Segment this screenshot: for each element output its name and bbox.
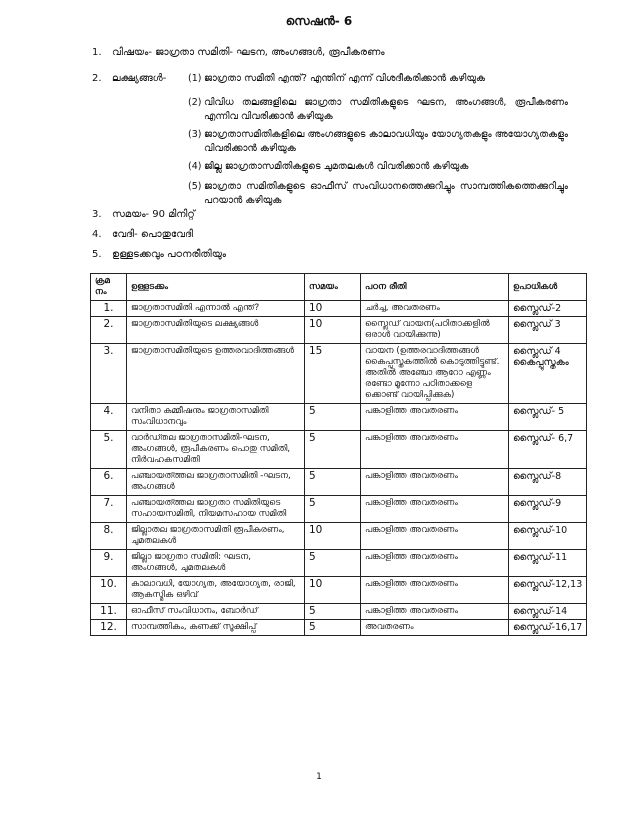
table-row bbox=[91, 404, 587, 431]
row-serial: 9. bbox=[91, 550, 127, 577]
row-time: 10 bbox=[305, 523, 361, 550]
table-row bbox=[91, 469, 587, 496]
objective-number: (1) bbox=[188, 73, 202, 84]
row-serial: 10. bbox=[91, 577, 127, 604]
row-content: ജാഗ്രതാസമിതിയുടെ ഉത്തരവാദിത്തങ്ങൾ bbox=[127, 344, 305, 404]
row-time: 10 bbox=[305, 577, 361, 604]
objective-number: (4) bbox=[188, 161, 202, 172]
row-resource: സ്ലൈഡ്-8 bbox=[509, 469, 587, 496]
item-number: 1. bbox=[92, 47, 102, 58]
row-serial: 2. bbox=[91, 317, 127, 344]
row-method: പങ്കാളിത്ത അവതരണം bbox=[361, 469, 509, 496]
row-content: ജില്ലാതല ജാഗ്രതാസമിതി രൂപീകരണം, ചുമതലകൾ bbox=[127, 523, 305, 550]
item-text: ലക്ഷ്യങ്ങൾ- bbox=[112, 73, 167, 84]
objective-text: വിവിധ തലങ്ങളിലെ ജാഗ്രതാ സമിതികളുടെ ഘടന, അംഗങ്ങൾ, രൂപീകരണം എന്നിവ വിവരിക്കാൻ കഴിയുക bbox=[204, 97, 568, 122]
row-serial: 4. bbox=[91, 404, 127, 431]
item-number: 3. bbox=[92, 209, 102, 220]
row-content: കാലാവധി, യോഗ്യത, അയോഗ്യത, രാജി, ആകസ്മിക ഒഴിവ് bbox=[127, 577, 305, 604]
row-serial: 12. bbox=[91, 620, 127, 636]
table-row bbox=[91, 344, 587, 404]
item-content-method bbox=[92, 248, 226, 262]
row-serial: 7. bbox=[91, 496, 127, 523]
objective-4 bbox=[188, 160, 568, 174]
row-content: വനിതാ കമ്മീഷനും ജാഗ്രതാസമിതി സംവിധാനവും bbox=[127, 404, 305, 431]
item-number: 4. bbox=[92, 229, 102, 240]
row-method: പങ്കാളിത്ത അവതരണം bbox=[361, 604, 509, 620]
objective-text: ജാഗ്രതാസമിതികളിലെ അംഗങ്ങളുടെ കാലാവധിയും യോഗ്യതകളും അയോഗ്യതകളും വിവരിക്കാൻ കഴിയുക bbox=[204, 129, 568, 154]
table-row bbox=[91, 301, 587, 317]
row-resource: സ്ലൈഡ്-14 bbox=[509, 604, 587, 620]
row-resource: സ്ലൈഡ്-9 bbox=[509, 496, 587, 523]
row-serial: 6. bbox=[91, 469, 127, 496]
row-time: 5 bbox=[305, 496, 361, 523]
table-row bbox=[91, 431, 587, 469]
row-content: ജാഗ്രതാസമിതി എന്നാൽ എന്ത്? bbox=[127, 301, 305, 317]
row-content: ജാഗ്രതാസമിതിയുടെ ലക്ഷ്യങ്ങൾ bbox=[127, 317, 305, 344]
header-serial: ക്രമ നം bbox=[91, 274, 127, 301]
row-method: പങ്കാളിത്ത അവതരണം bbox=[361, 550, 509, 577]
objective-number: (3) bbox=[188, 129, 202, 140]
header-method: പഠന രീതി bbox=[361, 274, 509, 301]
row-time: 15 bbox=[305, 344, 361, 404]
item-number: 5. bbox=[92, 249, 102, 260]
item-objectives bbox=[92, 72, 166, 86]
row-resource: സ്ലൈഡ്-10 bbox=[509, 523, 587, 550]
row-serial: 11. bbox=[91, 604, 127, 620]
row-content: ജില്ലാ ജാഗ്രതാ സമിതി: ഘടന, അംഗങ്ങൾ, ചുമതലകൾ bbox=[127, 550, 305, 577]
objective-text: ജാഗ്രതാ സമിതികളുടെ ഓഫീസ് സംവിധാനത്തെക്കുറിച്ചും സാമ്പത്തികത്തെക്കുറിച്ചും പറയാൻ കഴിയുക bbox=[204, 181, 568, 206]
row-method: വായന (ഉത്തരവാദിത്തങ്ങൾ കൈപ്പുസ്തകത്തിൽ കൊടുത്തിട്ടുണ്ട്. അതിൽ അഞ്ചോ ആറോ എണ്ണം രണ്ടോ മൂന്നോ പഠിതാക്കളെ ക്കൊണ്ട് വായിപ്പിക്കുക) bbox=[361, 344, 509, 404]
table-row bbox=[91, 620, 587, 636]
session-schedule-table bbox=[90, 273, 587, 636]
header-content: ഉള്ളടക്കം bbox=[127, 274, 305, 301]
item-duration bbox=[92, 208, 195, 222]
row-time: 5 bbox=[305, 620, 361, 636]
row-resource: സ്ലൈഡ് 4 കൈപ്പുസ്തകം bbox=[509, 344, 587, 404]
item-text: സമയം- 90 മിനിറ്റ് bbox=[112, 209, 195, 220]
table-header-row bbox=[91, 274, 587, 301]
item-text: ഉള്ളടക്കവും പഠനരീതിയും bbox=[112, 249, 227, 260]
row-time: 5 bbox=[305, 404, 361, 431]
row-time: 5 bbox=[305, 604, 361, 620]
row-method: പങ്കാളിത്ത അവതരണം bbox=[361, 431, 509, 469]
row-content: ഓഫീസ് സംവിധാനം, ബോർഡ് bbox=[127, 604, 305, 620]
item-venue bbox=[92, 228, 193, 242]
row-method: പങ്കാളിത്ത അവതരണം bbox=[361, 523, 509, 550]
row-resource: സ്ലൈഡ്-2 bbox=[509, 301, 587, 317]
item-topic bbox=[92, 46, 385, 60]
row-resource: സ്ലൈഡ്-11 bbox=[509, 550, 587, 577]
row-serial: 8. bbox=[91, 523, 127, 550]
objective-5 bbox=[188, 180, 568, 208]
table-row bbox=[91, 496, 587, 523]
table-row bbox=[91, 577, 587, 604]
item-number: 2. bbox=[92, 73, 102, 84]
header-time: സമയം bbox=[305, 274, 361, 301]
row-resource: സ്ലൈഡ്- 5 bbox=[509, 404, 587, 431]
row-resource: സ്ലൈഡ്-16,17 bbox=[509, 620, 587, 636]
page-number: 1 bbox=[316, 772, 322, 782]
row-resource: സ്ലൈഡ്- 6,7 bbox=[509, 431, 587, 469]
objective-number: (2) bbox=[188, 97, 202, 108]
row-content: പഞ്ചായത്ത്തല ജാഗ്രതാസമിതി -ഘടന, അംഗങ്ങൾ bbox=[127, 469, 305, 496]
row-time: 10 bbox=[305, 301, 361, 317]
objective-text: ജാഗ്രതാ സമിതി എന്ത്? എന്തിന് എന്ന് വിശദീകരിക്കാൻ കഴിയുക bbox=[204, 73, 486, 84]
row-method: സ്ലൈഡ് വായന(പഠിതാക്കളിൽ ഒരാൾ വായിക്കുന്നു) bbox=[361, 317, 509, 344]
item-text: വേദി- പൊതുവേദി bbox=[112, 229, 193, 240]
row-method: പങ്കാളിത്ത അവതരണം bbox=[361, 577, 509, 604]
row-time: 5 bbox=[305, 469, 361, 496]
objective-3 bbox=[188, 128, 568, 156]
table-row bbox=[91, 604, 587, 620]
row-serial: 1. bbox=[91, 301, 127, 317]
header-resources: ഉപാധികൾ bbox=[509, 274, 587, 301]
row-content: വാർഡ്തല ജാഗ്രതാസമിതി-ഘടന, അംഗങ്ങൾ, രൂപീകരണം പൊതു സമിതി, നിർവഹകസമിതി bbox=[127, 431, 305, 469]
row-method: പങ്കാളിത്ത അവതരണം bbox=[361, 404, 509, 431]
table-row bbox=[91, 523, 587, 550]
row-time: 5 bbox=[305, 550, 361, 577]
objective-text: ജില്ല ജാഗ്രതാസമിതികളുടെ ചുമതലകൾ വിവരിക്കാൻ കഴിയുക bbox=[204, 161, 469, 172]
objective-2 bbox=[188, 96, 568, 124]
item-text: വിഷയം- ജാഗ്രതാ സമിതി- ഘടന, അംഗങ്ങൾ, രൂപീകരണം bbox=[112, 47, 385, 58]
row-serial: 5. bbox=[91, 431, 127, 469]
row-content: സാമ്പത്തികം, കണക്ക് സൂക്ഷിപ്പ് bbox=[127, 620, 305, 636]
row-time: 10 bbox=[305, 317, 361, 344]
row-method: ചർച്ച, അവതരണം bbox=[361, 301, 509, 317]
row-serial: 3. bbox=[91, 344, 127, 404]
row-method: പങ്കാളിത്ത അവതരണം bbox=[361, 496, 509, 523]
row-time: 5 bbox=[305, 431, 361, 469]
objective-number: (5) bbox=[188, 181, 202, 192]
session-title: സെഷൻ- 6 bbox=[285, 14, 353, 28]
objective-1 bbox=[188, 72, 568, 86]
table-row bbox=[91, 550, 587, 577]
row-content: പഞ്ചായത്ത്തല ജാഗ്രതാ സമിതിയുടെ സഹായസമിതി, നിയമസഹായ സമിതി bbox=[127, 496, 305, 523]
row-resource: സ്ലൈഡ്-12,13 bbox=[509, 577, 587, 604]
table-row bbox=[91, 317, 587, 344]
row-resource: സ്ലൈഡ് 3 bbox=[509, 317, 587, 344]
row-method: അവതരണം bbox=[361, 620, 509, 636]
